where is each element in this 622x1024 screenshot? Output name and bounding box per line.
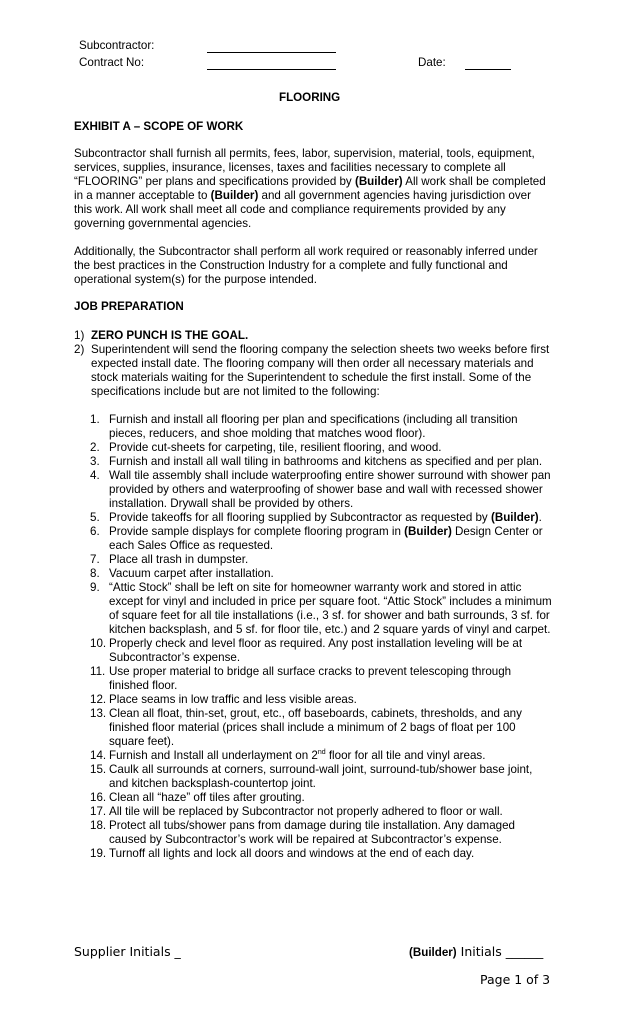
page-number: Page 1 of 3 (480, 972, 551, 987)
list-item: 16. Clean all “haze” off tiles after grouting. (90, 791, 305, 804)
list-item: 2. Provide cut-sheets for carpeting, tile, resilient flooring, and wood. (90, 441, 442, 454)
list-item: 12. Place seams in low traffic and less visible areas. (90, 693, 357, 706)
list-item: 8. Vacuum carpet after installation. (90, 567, 274, 580)
date-label: Date: (418, 56, 446, 69)
list-item: 11. Use proper material to bridge all surface cracks to prevent telescoping through finished floor. (90, 665, 512, 692)
preparation-list (74, 329, 552, 399)
list-item: 14. Furnish and Install all underlayment on 2nd floor for all tile and vinyl areas. (90, 749, 486, 762)
list-item: 5. Provide takeoffs for all flooring supplied by Subcontractor as requested by (Builder). (90, 511, 542, 524)
list-item: 6. Provide sample displays for complete flooring program in (Builder) Design Center or each Sales Office as requested. (90, 525, 543, 552)
list-item: 2) Superintendent will send the flooring company the selection sheets two weeks before first expected install date. The flooring company will then order all necessary materials and stock materials waiting for the Superintendent to schedule the first install. Some of the specifications include but are not limited to the following: (74, 343, 550, 398)
scope-paragraph-1: Subcontractor shall furnish all permits, fees, labor, supervision, material, tools, equipment, services, supplies, insurance, licenses, taxes and facilities necessary to complete all “FLOORING” per plans and specifications provided by (Builder) All work shall be completed in a manner acceptable to (Builder) and all government agencies having jurisdiction over this work. All work shall meet all code and compliance requirements provided by any governing governmental agencies. (74, 147, 546, 230)
list-item: 17. All tile will be replaced by Subcontractor not properly adhered to floor or wall. (90, 805, 503, 818)
list-item: 19. Turnoff all lights and lock all doors and windows at the end of each day. (90, 847, 475, 860)
subcontractor-blank (207, 52, 336, 53)
list-item: 3. Furnish and install all wall tiling in bathrooms and kitchens as specified and per plan. (90, 455, 543, 468)
list-item: 9. “Attic Stock” shall be left on site for homeowner warranty work and stored in attic except for vinyl and included in price per square foot. “Attic Stock” includes a minimum of square feet for all tile installations (i.e., 3 sf. for shower and bath surrounds, 3 sf. for kitchen backsplash, and 5 sf. for floor tile, etc.) and 2 square yards of vinyl and carpet. (90, 581, 552, 636)
job-preparation-heading: JOB PREPARATION (74, 300, 184, 313)
list-item: 7. Place all trash in dumpster. (90, 553, 249, 566)
list-item: 13. Clean all float, thin-set, grout, etc., off baseboards, cabinets, thresholds, and any finished floor material (prices shall include a minimum of 2 bags of float per 100 square feet). (90, 707, 522, 748)
supplier-initials: Supplier Initials _ (74, 944, 181, 959)
contract-no-label: Contract No: (79, 56, 145, 69)
list-item: 10. Properly check and level floor as required. Any post installation leveling will be at Subcontractor’s expense. (90, 637, 523, 664)
exhibit-heading: EXHIBIT A – SCOPE OF WORK (74, 120, 244, 133)
list-item: 1. Furnish and install all flooring per plan and specifications (including all transition pieces, reducers, and shoe molding that matches wood floor). (90, 413, 518, 440)
subcontractor-label: Subcontractor: (79, 39, 155, 52)
list-item: 4. Wall tile assembly shall include waterproofing entire shower surround with shower pan provided by others and waterproofing of shower base and wall with recessed shower installation. Drywall shall be provided by others. (90, 469, 551, 510)
list-item: 18. Protect all tubs/shower pans from damage during tile installation. Any damaged caused by Subcontractor’s work will be repaired at Subcontractor’s expense. (90, 819, 516, 846)
contract-no-blank (207, 69, 336, 70)
builder-initials-label: Initials ______ (460, 944, 544, 959)
builder-initials (409, 944, 543, 959)
scope-paragraph-2: Additionally, the Subcontractor shall perform all work required or reasonably inferred under the best practices in the Construction Industry for a complete and fully functional and operational system(s) for the purpose intended. (74, 245, 538, 286)
date-blank (465, 69, 511, 70)
document-title: FLOORING (279, 91, 341, 104)
list-item: 1) ZERO PUNCH IS THE GOAL. (74, 329, 249, 342)
list-item: 15. Caulk all surrounds at corners, surround-wall joint, surround-tub/shower base joint, and kitchen backsplash-countertop joint. (90, 763, 533, 790)
builder-label: (Builder) (409, 946, 457, 959)
specification-list (90, 413, 552, 861)
